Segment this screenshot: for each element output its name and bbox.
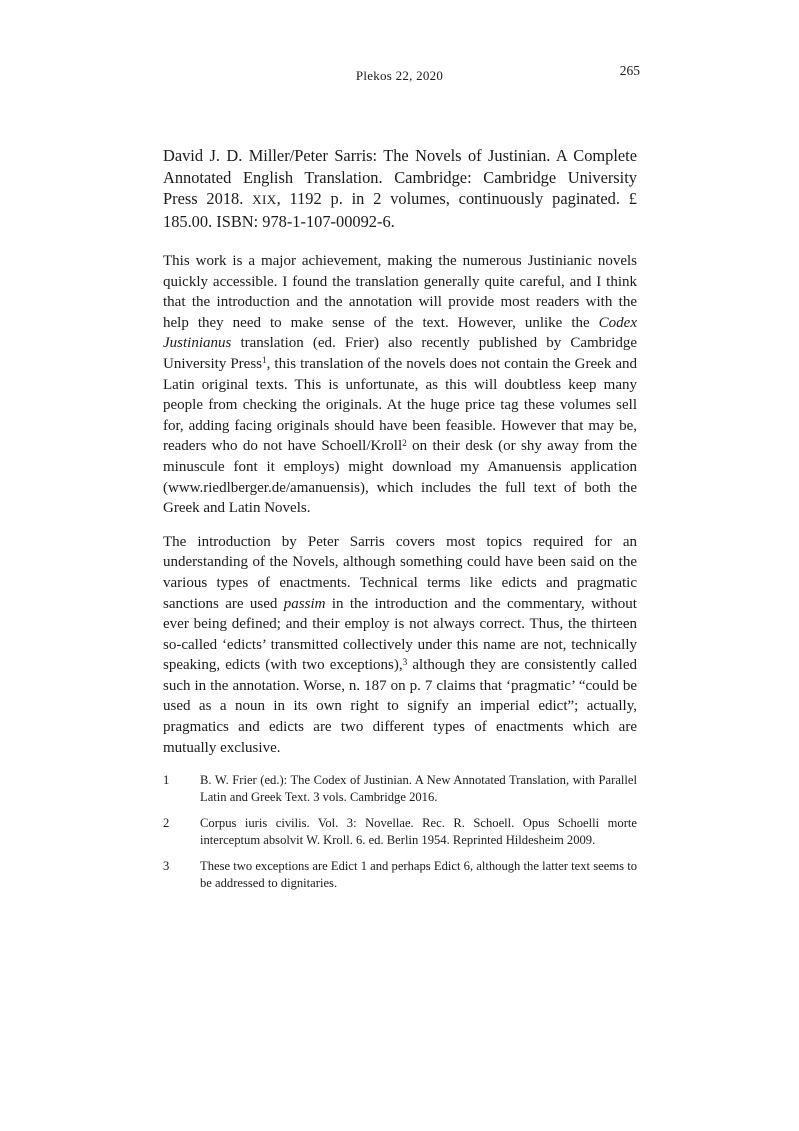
review-heading: David J. D. Miller/Peter Sarris: The Novels of Justinian. A Complete Annotated English Translation. Cambridge: Cambridge University Press 2018. XIX, 1192 p. in 2 volumes, continuously paginated. £ 185.00. ISBN: 978-1-107-00092-6. <box>163 146 637 231</box>
footnote-2-text: Corpus iuris civilis. Vol. 3: Novellae. Rec. R. Schoell. Opus Schoelli morte interceptum absolvit W. Kroll. 6. ed. Berlin 1954. Reprinted Hildesheim 2009. <box>200 816 637 847</box>
footnote-3-number: 3 <box>163 859 170 873</box>
footnote-2-number: 2 <box>163 816 170 830</box>
footnote-3 <box>163 858 637 892</box>
review-paragraph-2: The introduction by Peter Sarris covers most topics required for an understanding of the Novels, although something could have been said on the various types of enactments. Technical terms like edicts and pragmatic sanctions are used passim in the introduction and the commentary, without ever being defined; and their employ is not always correct. Thus, the thirteen so-called ‘edicts’ transmitted collectively under this name are not, technically speaking, edicts (with two exceptions),$^3$ although they are consistently called such in the annotation. Worse, n. 187 on p. 7 claims that ‘pragmatic’ “could be used as a noun in its own right to signify an imperial edict”; actually, pragmatics and edicts are two different types of enactments which are mutually exclusive. <box>163 533 637 756</box>
footnote-2 <box>163 815 637 849</box>
footnote-1-text: B. W. Frier (ed.): The Codex of Justinian. A New Annotated Translation, with Parallel Latin and Greek Text. 3 vols. Cambridge 2016. <box>200 773 637 804</box>
page-number: 265 <box>619 63 640 78</box>
footnote-1 <box>163 772 637 806</box>
footnotes-section <box>163 772 637 901</box>
review-paragraph-1: This work is a major achievement, making the numerous Justinianic novels quickly accessible. I found the translation generally quite careful, and I think that the introduction and the annotation will provide most readers with the help they need to make sense of the text. However, unlike the Codex Justinianus translation (ed. Frier) also recently published by Cambridge University Press$^1$, this translation of the novels does not contain the Greek and Latin original texts. This is unfortunate, as this will doubtless keep many people from checking the originals. At the huge price tag these volumes sell for, adding facing originals should have been feasible. However that may be, readers who do not have Schoell/Kroll$^2$ on their desk (or shy away from the minuscule font it employs) might download my Amanuensis application (www.riedlberger.de/amanuensis), which includes the full text of both the Greek and Latin Novels. <box>163 253 637 517</box>
footnote-3-text: These two exceptions are Edict 1 and perhaps Edict 6, although the latter text seems to be addressed to dignitaries. <box>200 859 637 890</box>
review-body <box>163 145 637 771</box>
footnote-1-number: 1 <box>163 773 170 787</box>
journal-header: Plekos 22, 2020 <box>355 68 444 83</box>
